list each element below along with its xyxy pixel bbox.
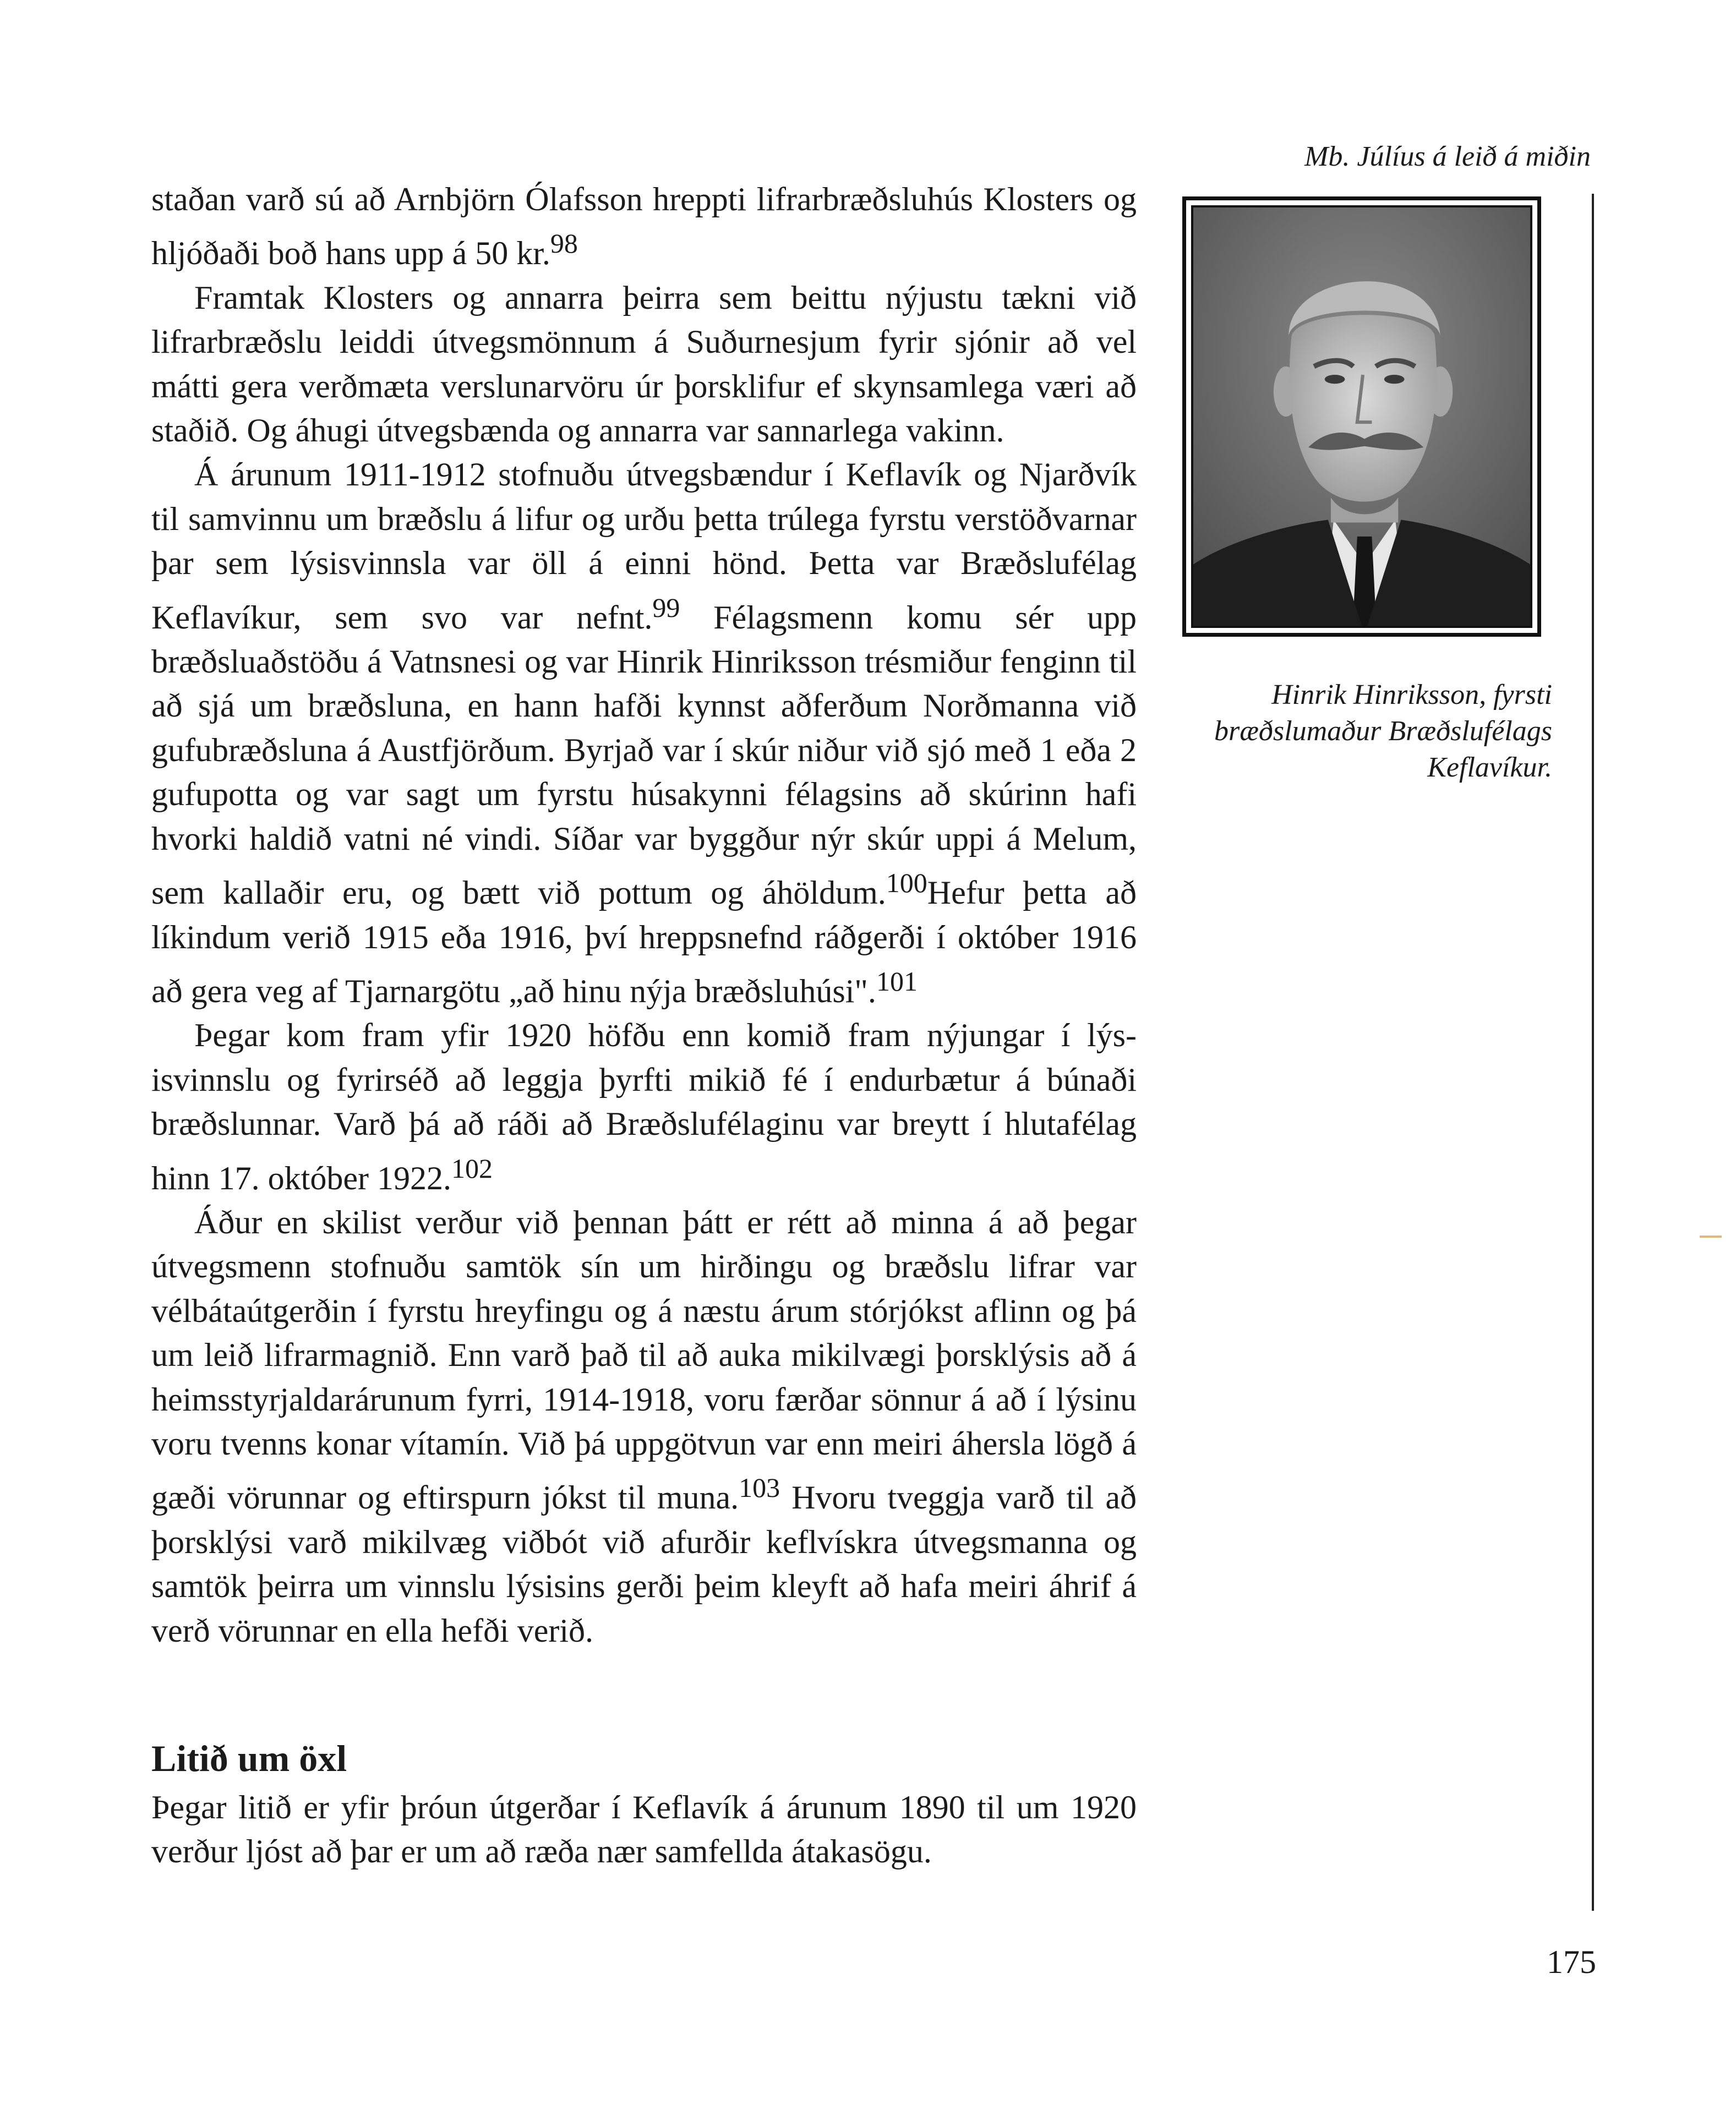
paragraph-2-text: Framtak Klosters og annarra þeirra sem beittu nýjustu tækni við lifrarbræðslu leiddi útvegsmönnum á Suðurnesjum fyrir sjónir að vel mátti gera verðmæta verslunarvöru úr þorsklifur ef skynsamlega væri að staðið. Og áhugi útvegsbænda og annarra var sannarlega vakinn. xyxy=(151,279,1137,449)
page-number: 175 xyxy=(1547,1944,1596,1980)
edge-mark xyxy=(1700,1236,1722,1238)
photo-caption xyxy=(1167,677,1552,786)
portrait-photo xyxy=(1182,196,1541,637)
section-paragraph: Þegar litið er yfir þróun útgerðar í Keflavík á árunum 1890 til um 1920 verður ljóst að þar er um að ræða nær samfellda átakasögu. xyxy=(151,1789,1137,1870)
paragraph-5-text-b: Hvoru tveggja varð til að þorsklýsi varð mikilvæg viðbót við afurðir keflvískra útvegsmanna og samtök þeirra um vinnslu lýsisins gerði þeim kleyft að hafa meiri áhrif á verð vörunnar en ella hefði verið. xyxy=(151,1479,1137,1649)
footnote-ref-100[interactable]: 100 xyxy=(886,867,927,899)
body-text xyxy=(151,177,1137,1653)
paragraph-4-text: Þegar kom fram yfir 1920 höfðu enn komið fram nýjungar í lýsisvinnslu og fyrirséð að leggja þyrfti mikið fé í endurbætur á búnaði bræðslunnar. Varð þá að ráði að Bræðslufélaginu var breytt í hlutafélag hinn 17. október 1922. xyxy=(151,1017,1137,1196)
paragraph-1 xyxy=(151,177,1137,276)
paragraph-3-text-b: Félagsmenn komu sér upp bræðsluaðstöðu á Vatnsnesi og var Hinrik Hinriksson trésmiður fenginn til að sjá um bræðsluna, en hann hafði kynnst aðferðum Norðmanna við gufubræðsluna á Austfjörðum. Byrjað var í skúr niður við sjó með 1 eða 2 gufupotta og var sagt um fyrstu húsakynni félagsins að skúrinn hafi hvorki haldið vatni né vindi. Síðar var byggður nýr skúr uppi á Melum, sem kallaðir eru, og bætt við pottum og áhöldum. xyxy=(151,599,1137,911)
portrait-image xyxy=(1191,205,1532,628)
margin-rule xyxy=(1592,194,1594,1911)
paragraph-3-text-c: Hefur þetta að líkindum verið 1915 eða 1916, því hreppsnefnd ráðgerði í október 1916 að gera veg af Tjarnargötu „að hinu nýja bræðsluhúsi". xyxy=(151,874,1137,1009)
footnote-ref-101[interactable]: 101 xyxy=(876,965,918,997)
caption-line-2: bræðslumaður Bræðslufélags xyxy=(1214,715,1552,747)
paragraph-1-text: staðan varð sú að Arnbjörn Ólafsson hreppti lifrarbræðsluhús Klosters og hljóðaði boð hans upp á 50 kr. xyxy=(151,181,1137,272)
footnote-ref-103[interactable]: 103 xyxy=(739,1472,780,1504)
running-head: Mb. Júlíus á leið á miðin xyxy=(1304,141,1591,172)
footnote-ref-102[interactable]: 102 xyxy=(451,1152,493,1184)
caption-line-1: Hinrik Hinriksson, fyrsti xyxy=(1271,679,1552,710)
section-litid-um-oxl xyxy=(151,1734,1137,1874)
paragraph-5 xyxy=(151,1200,1137,1653)
caption-line-3: Keflavíkur. xyxy=(1427,752,1552,783)
paragraph-3-text-a: Á árunum 1911-1912 stofnuðu útvegsbændur í Keflavík og Njarðvík til samvinnu um bræðslu á lifur og urðu þetta trúlega fyrstu verstöðvarnar þar sem lýsisvinnsla var öll á einni hönd. Þetta var Bræðslufélag Keflavíkur, sem svo var nefnt. xyxy=(151,456,1137,636)
paragraph-3 xyxy=(151,452,1137,1013)
footnote-ref-98[interactable]: 98 xyxy=(550,228,578,259)
paragraph-2 xyxy=(151,276,1137,453)
portrait-illustration xyxy=(1193,207,1530,626)
footnote-ref-99[interactable]: 99 xyxy=(652,592,680,623)
section-heading: Litið um öxl xyxy=(151,1737,347,1779)
paragraph-4 xyxy=(151,1013,1137,1200)
paragraph-5-text-a: Áður en skilist verður við þennan þátt er rétt að minna á að þegar útvegsmenn stofnuðu samtök sín um hirðingu og bræðslu lifrar var vélbátaútgerðin í fyrstu hreyfingu og á næstu árum stórjókst aflinn og þá um leið lifrarmagnið. Enn varð það til að auka mikilvægi þorsklýsis að á heimsstyrjaldarárunum fyrri, 1914-1918, voru færðar sönnur á að í lýsinu voru tvenns konar vítamín. Við þá uppgötvun var enn meiri áhersla lögð á gæði vörunnar og eftirspurn jókst til muna. xyxy=(151,1204,1137,1516)
